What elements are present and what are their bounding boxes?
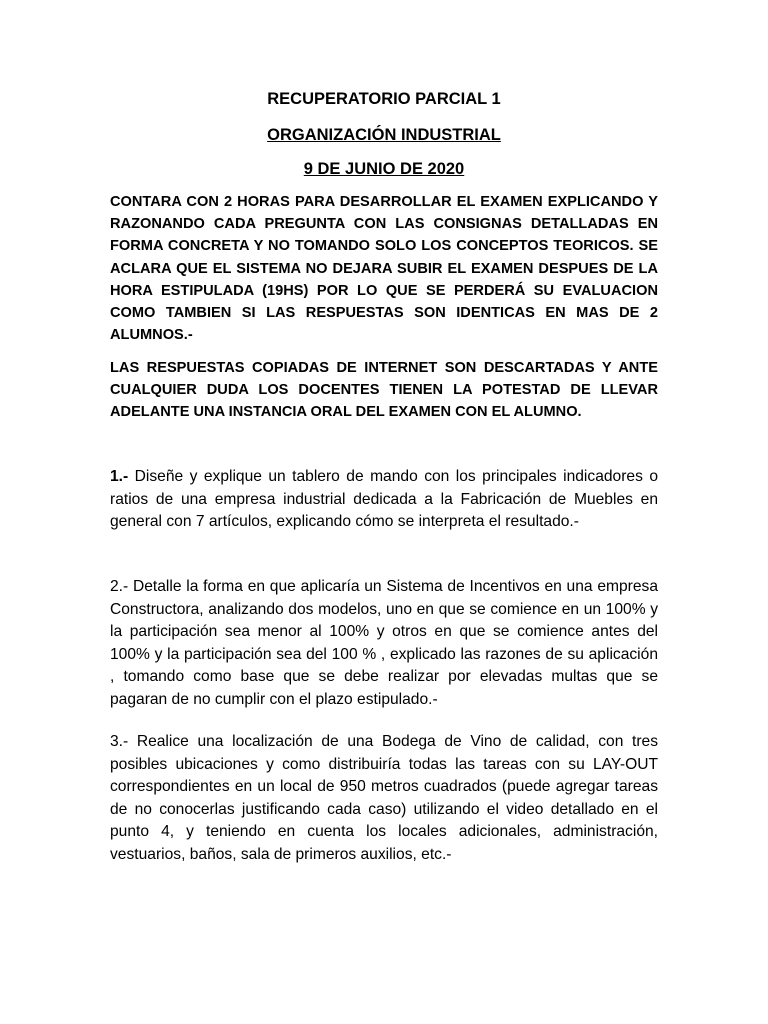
instructions-paragraph-1: CONTARA CON 2 HORAS PARA DESARROLLAR EL EXAMEN EXPLICANDO Y RAZONANDO CADA PREGUNTA CON LAS CONSIGNAS DETALLADAS EN FORMA CONCRETA Y NO TOMANDO SOLO LOS CONCEPTOS TEORICOS. SE ACLARA QUE EL SISTEMA NO DEJARA SUBIR EL EXAMEN DESPUES DE LA HORA ESTIPULADA (19HS) POR LO QUE SE PERDERÁ SU EVALUACION COMO TAMBIEN SI LAS RESPUESTAS SON IDENTICAS EN MAS DE 2 ALUMNOS.-: [110, 194, 658, 344]
question-text: Detalle la forma en que aplicaría un Sistema de Incentivos en una empresa Constructora, analizando dos modelos, uno en que se comience en un 100% y la participación sea menor al 100% y otros en que se comience antes del 100% y la participación sea del 100 % , explicado las razones de su aplicación , tomando como base que se debe realizar por elevadas multas que se pagaran de no cumplir con el plazo estipulado.-: [110, 578, 658, 708]
question-number: 1.-: [110, 468, 129, 485]
question-3: [110, 731, 658, 866]
question-text: Diseñe y explique un tablero de mando con los principales indicadores o ratios de una empresa industrial dedicada a la Fabricación de Muebles en general con 7 artículos, explicando cómo se interpreta el resultado.-: [110, 468, 658, 530]
document-date: 9 DE JUNIO DE 2020: [303, 160, 465, 178]
instructions-paragraph-2: LAS RESPUESTAS COPIADAS DE INTERNET SON DESCARTADAS Y ANTE CUALQUIER DUDA LOS DOCENTES TIENEN LA POTESTAD DE LLEVAR ADELANTE UNA INSTANCIA ORAL DEL EXAMEN CON EL ALUMNO.: [110, 360, 658, 421]
question-text: Realice una localización de una Bodega de Vino de calidad, con tres posibles ubicaciones y como distribuiría todas las tareas con su LAY-OUT correspondientes en un local de 950 metros cuadrados (puede agregar tareas de no conocerlas justificando cada caso) utilizando el video detallado en el punto 4, y teniendo en cuenta los locales adicionales, administración, vestuarios, baños, sala de primeros auxilios, etc.-: [110, 733, 658, 863]
question-1: [110, 466, 658, 534]
document-title: RECUPERATORIO PARCIAL 1: [267, 90, 501, 108]
question-number: 2.-: [110, 578, 129, 595]
question-number: 3.-: [110, 733, 129, 750]
document-subject: ORGANIZACIÓN INDUSTRIAL: [267, 126, 501, 144]
question-2: [110, 576, 658, 711]
